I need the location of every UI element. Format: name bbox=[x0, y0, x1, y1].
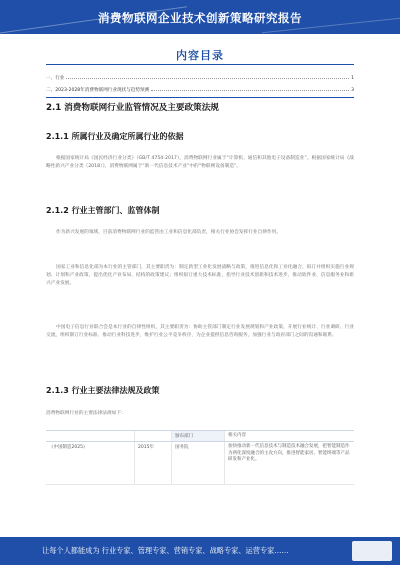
toc-item-label: 二、2023-2028年消费物联网行业现状与趋势预测 bbox=[46, 88, 150, 93]
section-heading-2-1-2: 2.1.2 行业主管部门、监管体制 bbox=[46, 206, 160, 215]
toc-leader-dots bbox=[151, 90, 349, 91]
section-heading-2-1: 2.1 消费物联网行业监管情况及主要政策法规 bbox=[46, 103, 219, 113]
toc-divider bbox=[46, 97, 354, 98]
table-header-cell: 颁布部门 bbox=[171, 431, 224, 441]
laws-table bbox=[46, 430, 354, 485]
paragraph-ministry-duties: 国家工业和信息化部为本行业的主管部门，其主要职责为：制定新型工业化发展战略与政策，推进信息化和工业化融合，拟订并组织实施行业规划、计划和产业政策，提出优化产业布局、结构的政策建议；组织拟订重大技术标准，指导行业技术创新和技术进步，推动软件业、信息服务业和新兴产业发展。 bbox=[46, 265, 354, 287]
table-cell-name: 《中国制造2025》 bbox=[49, 445, 88, 450]
toc-item[interactable] bbox=[46, 83, 354, 93]
table-header-row bbox=[46, 430, 354, 442]
table-cell-content: 加快推动新一代信息技术与制造技术融合发展，把智能制造作为两化深度融合的主攻方向，推进智能家居、智能终端等产品研发和产业化。 bbox=[224, 442, 354, 484]
table-cell-dept: 国务院 bbox=[171, 442, 224, 484]
section-heading-2-1-1: 2.1.1 所属行业及确定所属行业的依据 bbox=[46, 132, 184, 141]
footer-logo bbox=[352, 541, 392, 561]
toc-divider bbox=[46, 64, 354, 65]
toc-item[interactable] bbox=[46, 71, 354, 81]
toc-title: 内容目录 bbox=[176, 49, 224, 62]
toc-item-page: 3 bbox=[351, 88, 354, 93]
table-header-cell bbox=[46, 431, 134, 441]
paragraph-supervision-overview: 作为新兴发展的领域，目前消费物联网行业的监管由工业和信息化部负责，相关行业协会发挥行业自律作用。 bbox=[56, 230, 282, 235]
table-header-cell bbox=[134, 431, 171, 441]
footer-slogan: 让每个人都能成为 行业专家、管理专家、营销专家、战略专家、运营专家…… bbox=[42, 546, 289, 555]
paragraph-association-duties: 中国电子信息行业联合会是本行业的自律性组织，其主要职责为：协助主管部门制定行业发展规划和产业政策，开展行业统计、行业调研、行业交流，组织制订行业标准、推动行业科技进步，维护行业公平竞争秩序，为企业提供信息咨询服务，加强行业与政府部门之间的沟通和联系。 bbox=[46, 325, 354, 339]
report-title: 消费物联网企业技术创新策略研究报告 bbox=[98, 11, 302, 25]
page-footer bbox=[0, 537, 400, 565]
toc-item-page: 1 bbox=[351, 76, 354, 81]
toc-item-label: 一、行业 bbox=[46, 76, 65, 81]
section-heading-2-1-3: 2.1.3 行业主要法律法规及政策 bbox=[46, 386, 160, 395]
toc-leader-dots bbox=[66, 78, 349, 79]
table-header-cell: 相关内容 bbox=[224, 431, 354, 441]
paragraph-industry-classification: 根据国家统计局《国民经济行业分类》（GB/T 4754-2017），消费物联网行业属于“计算机、通信和其他电子设备制造业”。根据国家统计局《战略性新兴产业分类（2018）》，消费物联网属于“新一代信息技术产业”中的“物联网设备制造”。 bbox=[46, 156, 354, 170]
report-header bbox=[0, 0, 400, 34]
paragraph-laws-intro: 消费物联网行业的主要法律法规如下： bbox=[46, 411, 126, 416]
table-row bbox=[46, 442, 354, 485]
table-cell-date: 2015年 bbox=[134, 442, 171, 484]
